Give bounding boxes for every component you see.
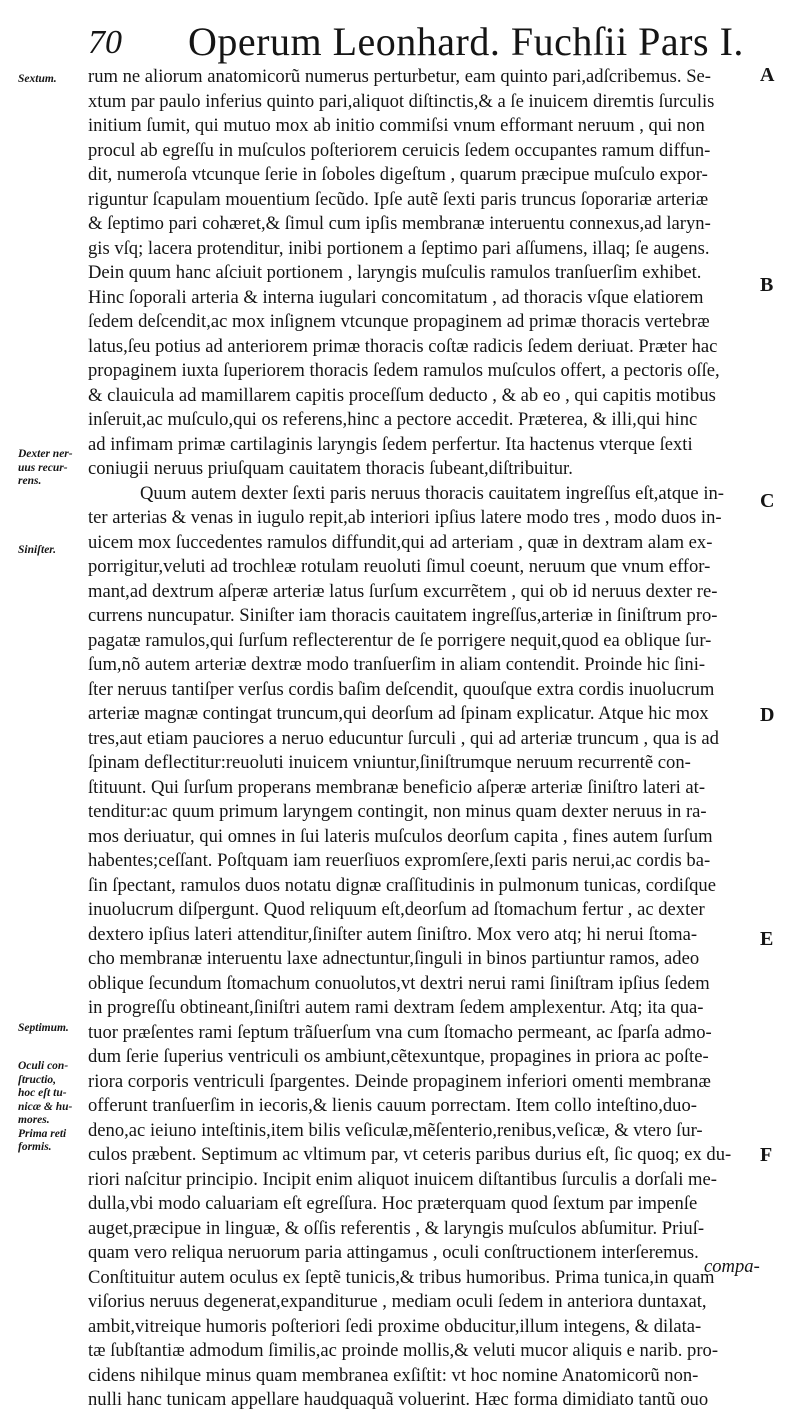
text-line: & ſeptimo pari cohæret,& ſimul cum ipſis membranæ interuentu connexus,ad laryn- xyxy=(88,213,711,234)
section-letter-a: A xyxy=(760,64,775,86)
text-line: ſin ſpectant, ramulos duos notatu dignæ craſſitudinis in pulmonum tunicas, cordiſque xyxy=(88,874,716,896)
text-line: ſpinam deflectitur:reuoluti inuicem vniuntur,ſiniſtrumque neruum recurrentẽ con- xyxy=(88,752,691,773)
text-line: gis vſq; lacera protenditur, inibi portionem a ſeptimo pari aſſumens, illaq; ſe augens. xyxy=(88,237,710,259)
text-line: ſter neruus tantiſper verſus cordis baſim deſcendit, quouſque extra cordis inuolucrum xyxy=(88,678,715,700)
text-line: ad infimam primæ cartilaginis laryngis ſedem perfertur. Ita hactenus vterque ſexti xyxy=(88,433,693,455)
text-line: coniugii neruus priuſquam cauitatem thoracis ſubeant,diſtribuitur. xyxy=(88,458,573,479)
margin-note-sextum: Sextum. xyxy=(18,73,57,85)
text-line: dulla,vbi modo caluariam eſt egreſſura. Hoc præterquam quod ſextum par impenſe xyxy=(88,1193,698,1214)
margin-note-sinister: Siniſter. xyxy=(18,544,57,556)
section-letter-d: D xyxy=(760,704,775,726)
text-line: auget,præcipue in linguæ, & oſſis referentis , & laryngis muſculos abſumitur. Priuſ- xyxy=(88,1217,705,1239)
text-line: culos præbent. Septimum ac vltimum par, vt ceteris paribus durius eſt, ſic quoq; ex du- xyxy=(88,1144,732,1165)
text-line: riori naſcitur principio. Incipit enim aliquot inuicem diſtantibus ſurculis a dorſali me- xyxy=(88,1168,717,1190)
margin-note-dexter-recurrens: Dexter ner- uus recur- rens. xyxy=(18,448,73,487)
text-line: cidens nihilque minus quam membranea exſiſtit: vt hoc nomine Anatomicorũ non- xyxy=(88,1364,699,1386)
text-line: nulli hanc tunicam appellare haudquaquã voluerint. Hæc forma dimidiato tantũ ouo xyxy=(88,1389,709,1410)
text-line: currens nuncupatur. Siniſter iam thoracis cauitatem ingreſſus,arteriæ in ſiniſtrum pro- xyxy=(88,605,718,626)
text-line: initium ſumit, qui mutuo mox ab initio commiſsi vnum efformant neruum , qui non xyxy=(88,115,705,136)
text-line: tuor præſentes rami ſeptum trãſuerſum vna cum ſtomacho permeant, ac ſparſa admo- xyxy=(88,1021,712,1043)
text-line: procul ab egreſſu in muſculos poſteriorem ceruicis ſedem occupantes ramum diffun- xyxy=(88,139,711,161)
text-line: ſum,nõ autem arteriæ dextræ modo tranſuerſim in aliam contendit. Proinde hic ſini- xyxy=(88,654,706,675)
text-line: Conſtituitur autem oculus ex ſeptẽ tunicis,& tribus humoribus. Prima tunica,in quam xyxy=(88,1266,715,1288)
section-letter-e: E xyxy=(760,928,774,950)
text-line: ſtituunt. Qui ſurſum properans membranæ beneficio aſperæ arteriæ ſiniſtro lateri at- xyxy=(88,776,706,798)
text-line: rum ne aliorum anatomicorũ numerus perturbetur, eam quinto pari,adſcribemus. Se- xyxy=(88,66,711,87)
text-line: dit, numeroſa vtcunque ſerie in ſoboles digeſtum , quarum præcipue muſculo expor- xyxy=(88,164,708,185)
text-line: arteriæ magnæ contingat truncum,qui deorſum ad ſpinam explicatur. Atque hic mox xyxy=(88,703,709,724)
text-line: pagatæ ramulos,qui ſurſum reflecterentur de ſe porrigere nequit,quod ea oblique ſur- xyxy=(88,629,712,651)
text-line: tenditur:ac quum primum laryngem contingit, non minus quam dexter neruus in ra- xyxy=(88,801,707,822)
text-line: & clauicula ad mamillarem capitis proceſſum deducto , & ab eo , qui capitis motibus xyxy=(88,384,716,406)
text-line: uicem mox ſuccedentes ramulos diffundit,qui ad arteriam , quæ in dextram alam ex- xyxy=(88,531,713,553)
text-line: offerunt tranſuerſim in iecoris,& lienis cauum porrectam. Item collo inteſtino,duo- xyxy=(88,1095,697,1116)
margin-note-septimum: Septimum. xyxy=(18,1022,69,1034)
text-line: viſorius neruus degenerat,expanditurue , mediam oculi ſedem in anteriora duntaxat, xyxy=(88,1291,707,1312)
text-line: xtum par paulo inferius quinto pari,aliquot diſtinctis,& a ſe inuicem diremtis ſurculis xyxy=(88,90,715,112)
section-letter-c: C xyxy=(760,490,775,512)
text-line: Quum autem dexter ſexti paris neruus thoracis cauitatem ingreſſus eſt,atque in- xyxy=(140,482,724,504)
text-line: ter arterias & venas in iugulo repit,ab interiori ipſius latere modo tres , modo duos in- xyxy=(88,507,722,528)
text-line: ambit,vitreique humoris poſteriori ſedi proxime obducitur,illum integens, & dilata- xyxy=(88,1315,702,1337)
text-line: ſedem deſcendit,ac mox inſignem vtcunque propaginem ad primæ thoracis vertebræ xyxy=(88,311,710,332)
text-line: cho membranæ interuentu laxe adnectuntur,ſinguli in binos partiuntur ramos, adeo xyxy=(88,948,700,969)
margin-note-oculi-constructio: Oculi con- ſtructio, hoc eſt tu- nicæ & hu- mores. Prima reti formis. xyxy=(18,1060,73,1153)
text-line: mant,ad dextrum aſperæ arteriæ latus ſurſum excurrẽtem , qui ob id neruus dexter re- xyxy=(88,580,718,602)
text-line: riguntur ſcapulam mouentium ſecũdo. Ipſe autẽ ſexti paris truncus ſoporariæ arteriæ xyxy=(88,188,709,210)
text-line: tæ ſubſtantiæ admodum ſimilis,ac proinde mollis,& veluti mucor aliquis e narib. pro- xyxy=(88,1340,719,1361)
page-number: 70 xyxy=(88,24,122,61)
text-line: tres,aut etiam pauciores a neruo educuntur ſurculi , qui ad arteriæ truncum , qua is ad xyxy=(88,727,719,749)
text-line: in progreſſu obtineant,ſiniſtri autem rami dextram ſedem amplexentur. Atq; ita qua- xyxy=(88,997,704,1018)
text-line: oblique ſecundum ſtomachum conuolutos,vt dextri nerui rami ſiniſtram ipſius ſedem xyxy=(88,972,710,994)
text-line: mos deriuatur, qui omnes in ſui lateris muſculos deorſum capita , fines autem ſurſum xyxy=(88,825,713,847)
text-line: riora corporis ventriculi ſpargentes. Deinde propaginem inferiori omenti membranæ xyxy=(88,1070,711,1092)
text-line: inuolucrum diſpergunt. Quod reliquum eſt,deorſum ad ſtomachum fertur , ac dexter xyxy=(88,899,705,920)
running-title: Operum Leonhard. Fuchſii Pars I. xyxy=(188,19,744,64)
catchword: compa- xyxy=(704,1256,760,1277)
text-line: propaginem iuxta ſuperiorem thoracis ſedem ramulos muſculos offert, a pectoris oſſe, xyxy=(88,360,720,381)
text-line: dextero ipſius lateri attenditur,ſiniſter autem ſiniſtro. Mox vero atq; hi nerui ſtoma- xyxy=(88,923,698,945)
text-line: Hinc ſoporali arteria & interna iugulari concomitatum , ad thoracis vſque elatiorem xyxy=(88,286,704,308)
text-line: deno,ac ieiuno inteſtinis,item bilis veſiculæ,mẽſenterio,renibus,veſicæ, & vtero ſur- xyxy=(88,1119,703,1141)
page-header xyxy=(88,14,778,70)
text-line: inſeruit,ac muſculo,qui os referens,hinc a pectore accedit. Præterea, & illi,qui hinc xyxy=(88,409,698,430)
text-line: habentes;ceſſant. Poſtquam iam reuerſiuos expromſere,ſexti paris nerui,ac cordis ba- xyxy=(88,850,711,871)
text-line: quam vero reliqua neruorum paria attingamus , oculi conſtructionem interſeremus. xyxy=(88,1242,699,1263)
text-line: porrigitur,veluti ad trochleæ rotulam reuoluti ſimul coeunt, neruum que vnum effor- xyxy=(88,556,711,577)
section-letter-b: B xyxy=(760,274,774,296)
body-text xyxy=(88,65,760,1413)
text-line: dum ſerie ſuperius ventriculi os ambiunt,cẽtexuntque, propagines in priora ac poſte- xyxy=(88,1046,709,1067)
text-line: Dein quum hanc aſciuit portionem , laryngis muſculis ramulos tranſuerſim exhibet. xyxy=(88,262,702,283)
text-line: latus,ſeu potius ad anteriorem primæ thoracis coſtæ radicis ſedem deriuat. Præter hac xyxy=(88,335,718,357)
section-letter-f: F xyxy=(760,1144,773,1166)
